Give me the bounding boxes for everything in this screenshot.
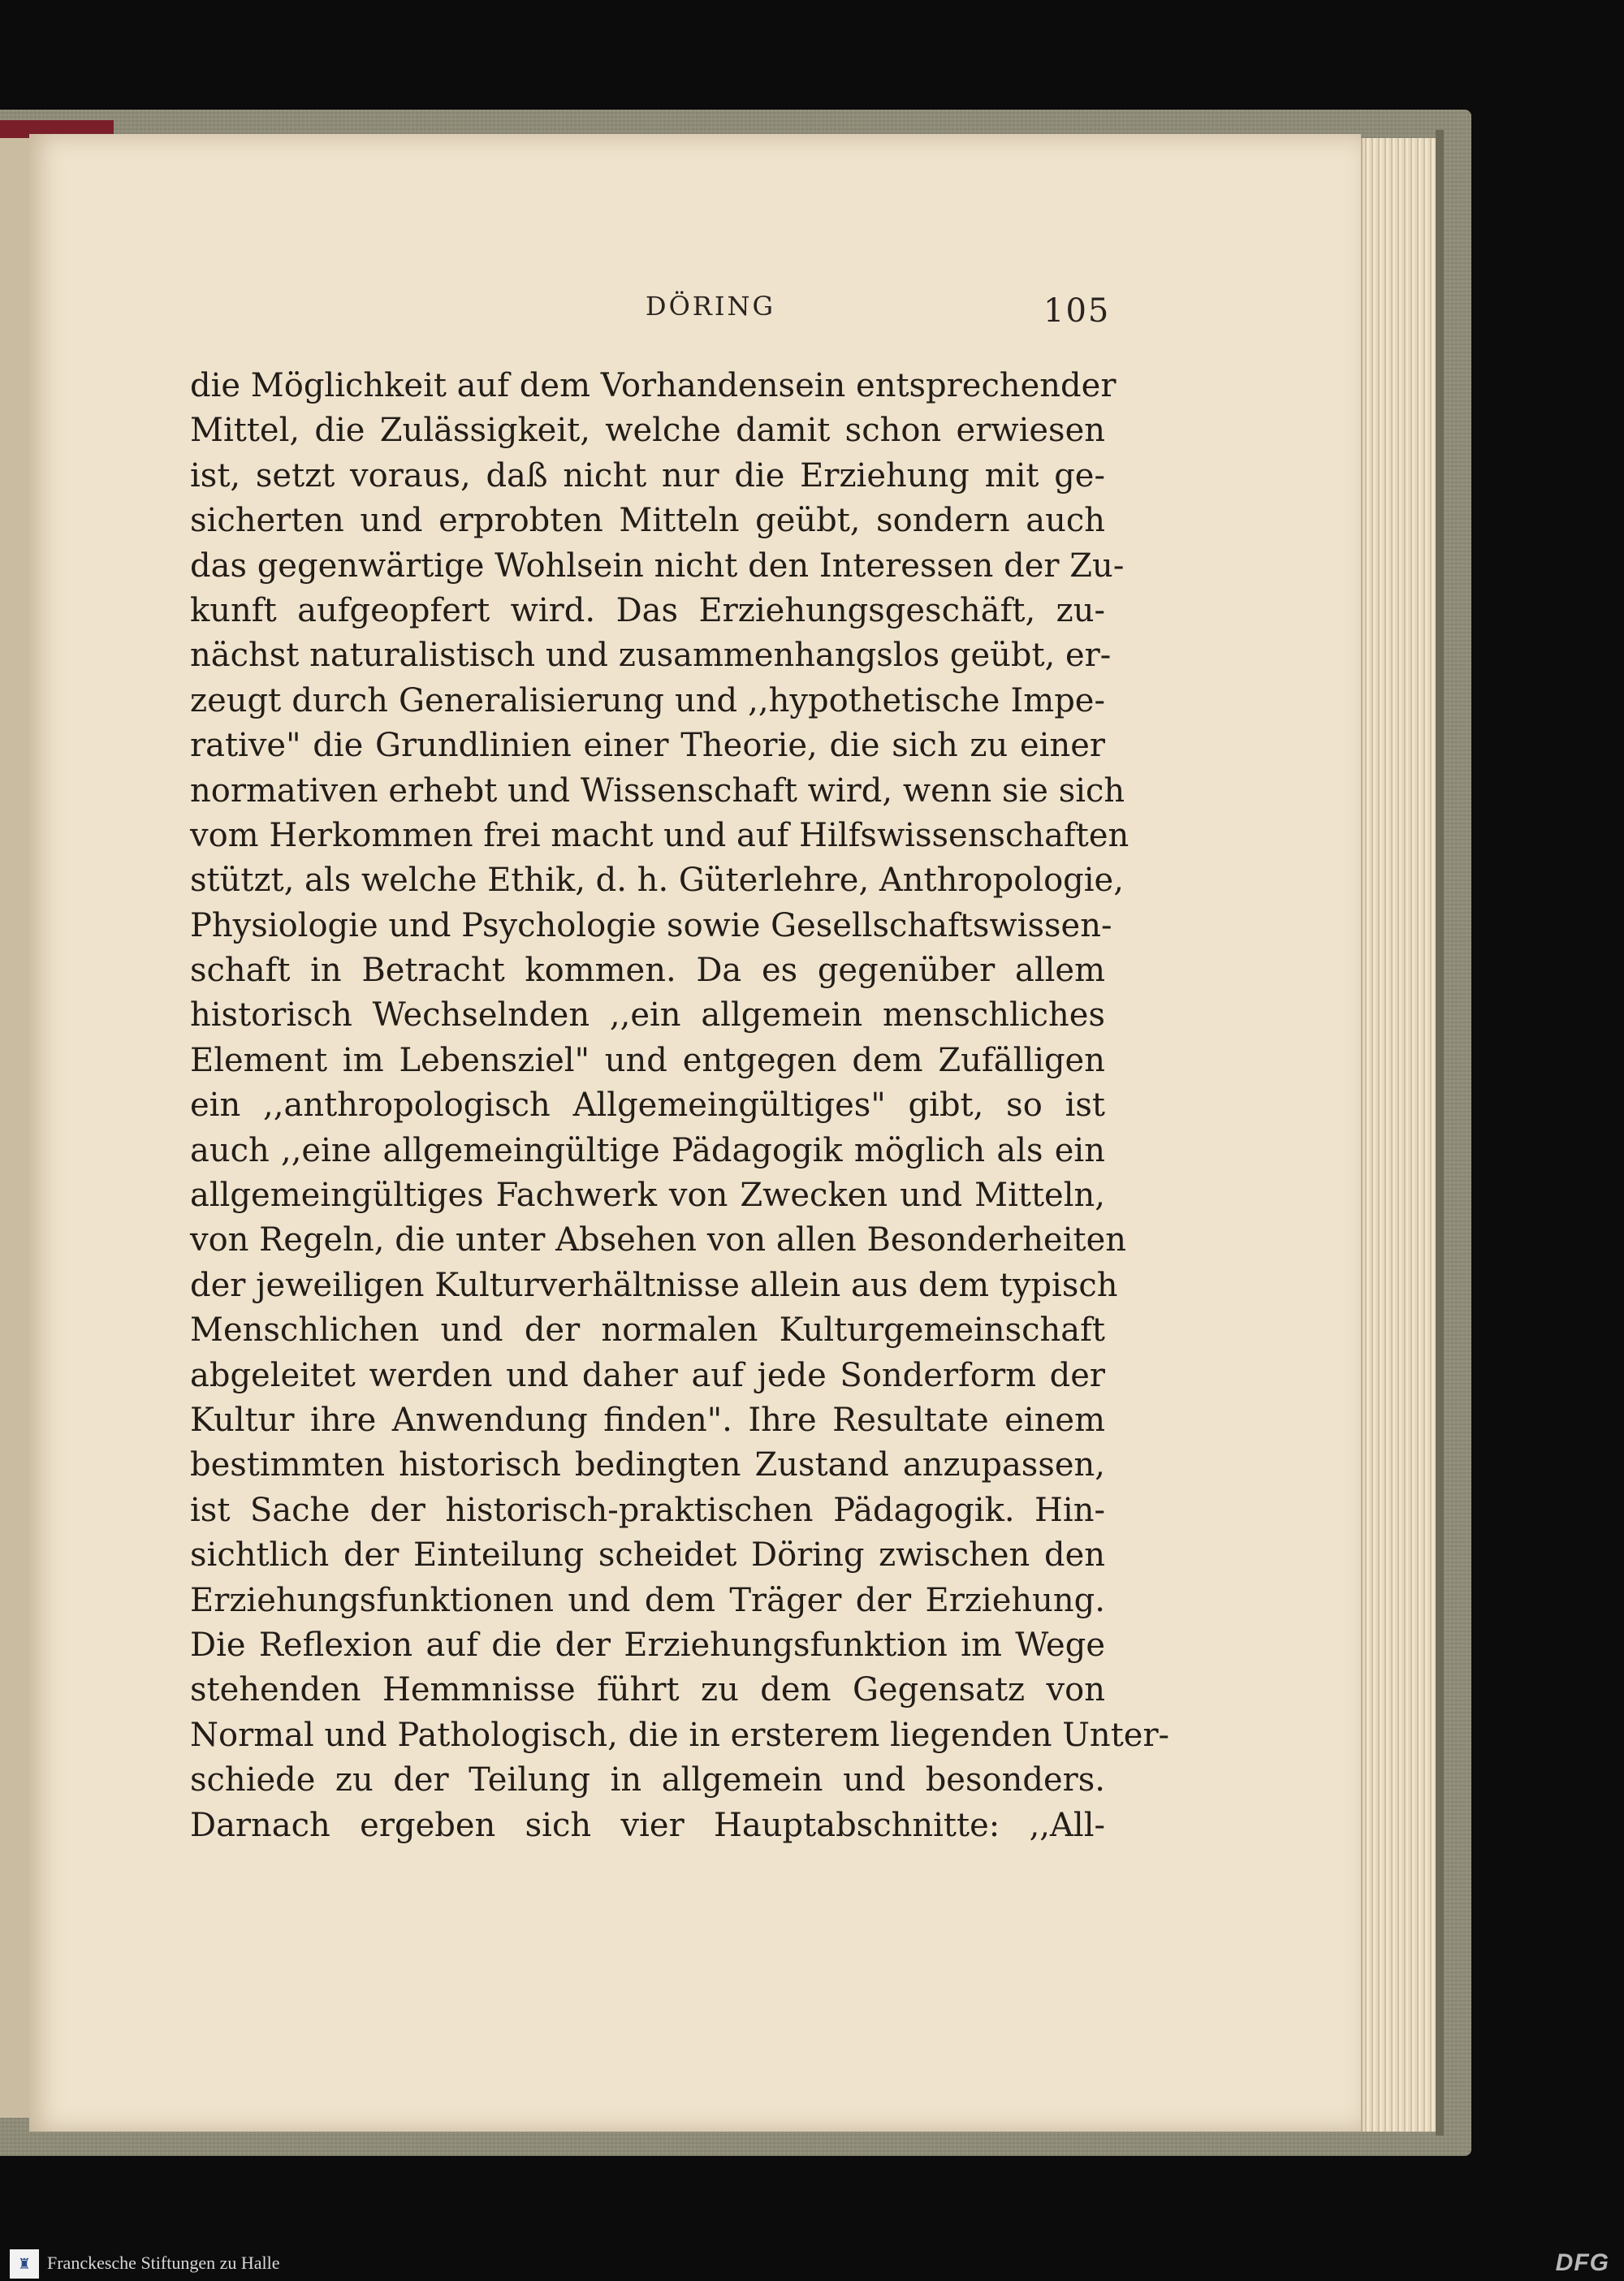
text-line: abgeleitet werden und daher auf jede Sonderform der xyxy=(190,1356,1105,1394)
text-line: zeugt durch Generalisierung und ,,hypothetische Impe- xyxy=(190,681,1105,719)
text-line: historisch Wechselnden ,,ein allgemein menschliches xyxy=(190,996,1105,1035)
institution-name: Franckesche Stiftungen zu Halle xyxy=(47,2253,280,2273)
text-line: die Möglichkeit auf dem Vorhandensein entsprechender xyxy=(190,367,1116,404)
page-edges xyxy=(1361,138,1437,2132)
text-line: Die Reflexion auf die der Erziehungsfunktion im Wege xyxy=(190,1626,1105,1664)
text-line: Mittel, die Zulässigkeit, welche damit schon erwiesen xyxy=(190,412,1105,450)
text-line: Element im Lebensziel" und entgegen dem Zufälligen xyxy=(190,1041,1105,1079)
text-line: Darnach ergeben sich vier Hauptabschnitte: ,,All- xyxy=(190,1806,1105,1844)
text-line: das gegenwärtige Wohlsein nicht den Interessen der Zu- xyxy=(190,546,1125,585)
text-line: Normal und Pathologisch, die in ersterem liegenden Unter- xyxy=(190,1716,1170,1754)
text-line: Physiologie und Psychologie sowie Gesellschaftswissen- xyxy=(190,906,1112,944)
dfg-logo: DFG xyxy=(1555,2249,1609,2276)
text-line: stehenden Hemmnisse führt zu dem Gegensatz von xyxy=(190,1671,1105,1709)
text-line: allgemeingültiges Fachwerk von Zwecken und Mitteln, xyxy=(190,1177,1105,1215)
text-line: vom Herkommen frei macht und auf Hilfswissenschaften xyxy=(190,816,1129,854)
footer-bar xyxy=(0,2246,1624,2281)
text-line: schiede zu der Teilung in allgemein und besonders. xyxy=(190,1761,1105,1799)
page-number: 105 xyxy=(1043,292,1111,330)
text-line: kunft aufgeopfert wird. Das Erziehungsgeschäft, zu- xyxy=(190,591,1105,629)
text-line: Menschlichen und der normalen Kulturgemeinschaft xyxy=(190,1311,1105,1350)
text-line: ist, setzt voraus, daß nicht nur die Erziehung mit ge- xyxy=(190,456,1105,495)
text-line: bestimmten historisch bedingten Zustand anzupassen, xyxy=(190,1446,1105,1484)
text-line: normativen erhebt und Wissenschaft wird, wenn sie sich xyxy=(190,771,1125,810)
text-line: nächst naturalistisch und zusammenhangslos geübt, er- xyxy=(190,637,1112,675)
crest-icon: ♜ xyxy=(10,2249,39,2279)
body-text xyxy=(190,364,1170,1848)
text-line: ein ,,anthropologisch Allgemeingültiges" gibt, so ist xyxy=(190,1086,1105,1125)
text-line: stützt, als welche Ethik, d. h. Güterlehre, Anthropologie, xyxy=(190,862,1124,900)
text-line: schaft in Betracht kommen. Da es gegenüber allem xyxy=(190,952,1105,990)
text-line: Kultur ihre Anwendung finden". Ihre Resultate einem xyxy=(190,1401,1105,1439)
text-line: Erziehungsfunktionen und dem Träger der Erziehung. xyxy=(190,1581,1105,1619)
text-line: rative" die Grundlinien einer Theorie, die sich zu einer xyxy=(190,727,1105,765)
running-title: DÖRING xyxy=(645,291,776,322)
cover-spine-edge xyxy=(1436,130,1444,2136)
text-line: sicherten und erprobten Mitteln geübt, sondern auch xyxy=(190,502,1105,540)
text-line: der jeweiligen Kulturverhältnisse allein aus dem typisch xyxy=(190,1266,1118,1304)
text-line: sichtlich der Einteilung scheidet Döring zwischen den xyxy=(190,1536,1105,1575)
text-line: auch ,,eine allgemeingültige Pädagogik möglich als ein xyxy=(190,1131,1105,1169)
text-line: von Regeln, die unter Absehen von allen Besonderheiten xyxy=(190,1221,1127,1259)
text-line: ist Sache der historisch-praktischen Pädagogik. Hin- xyxy=(190,1491,1105,1529)
